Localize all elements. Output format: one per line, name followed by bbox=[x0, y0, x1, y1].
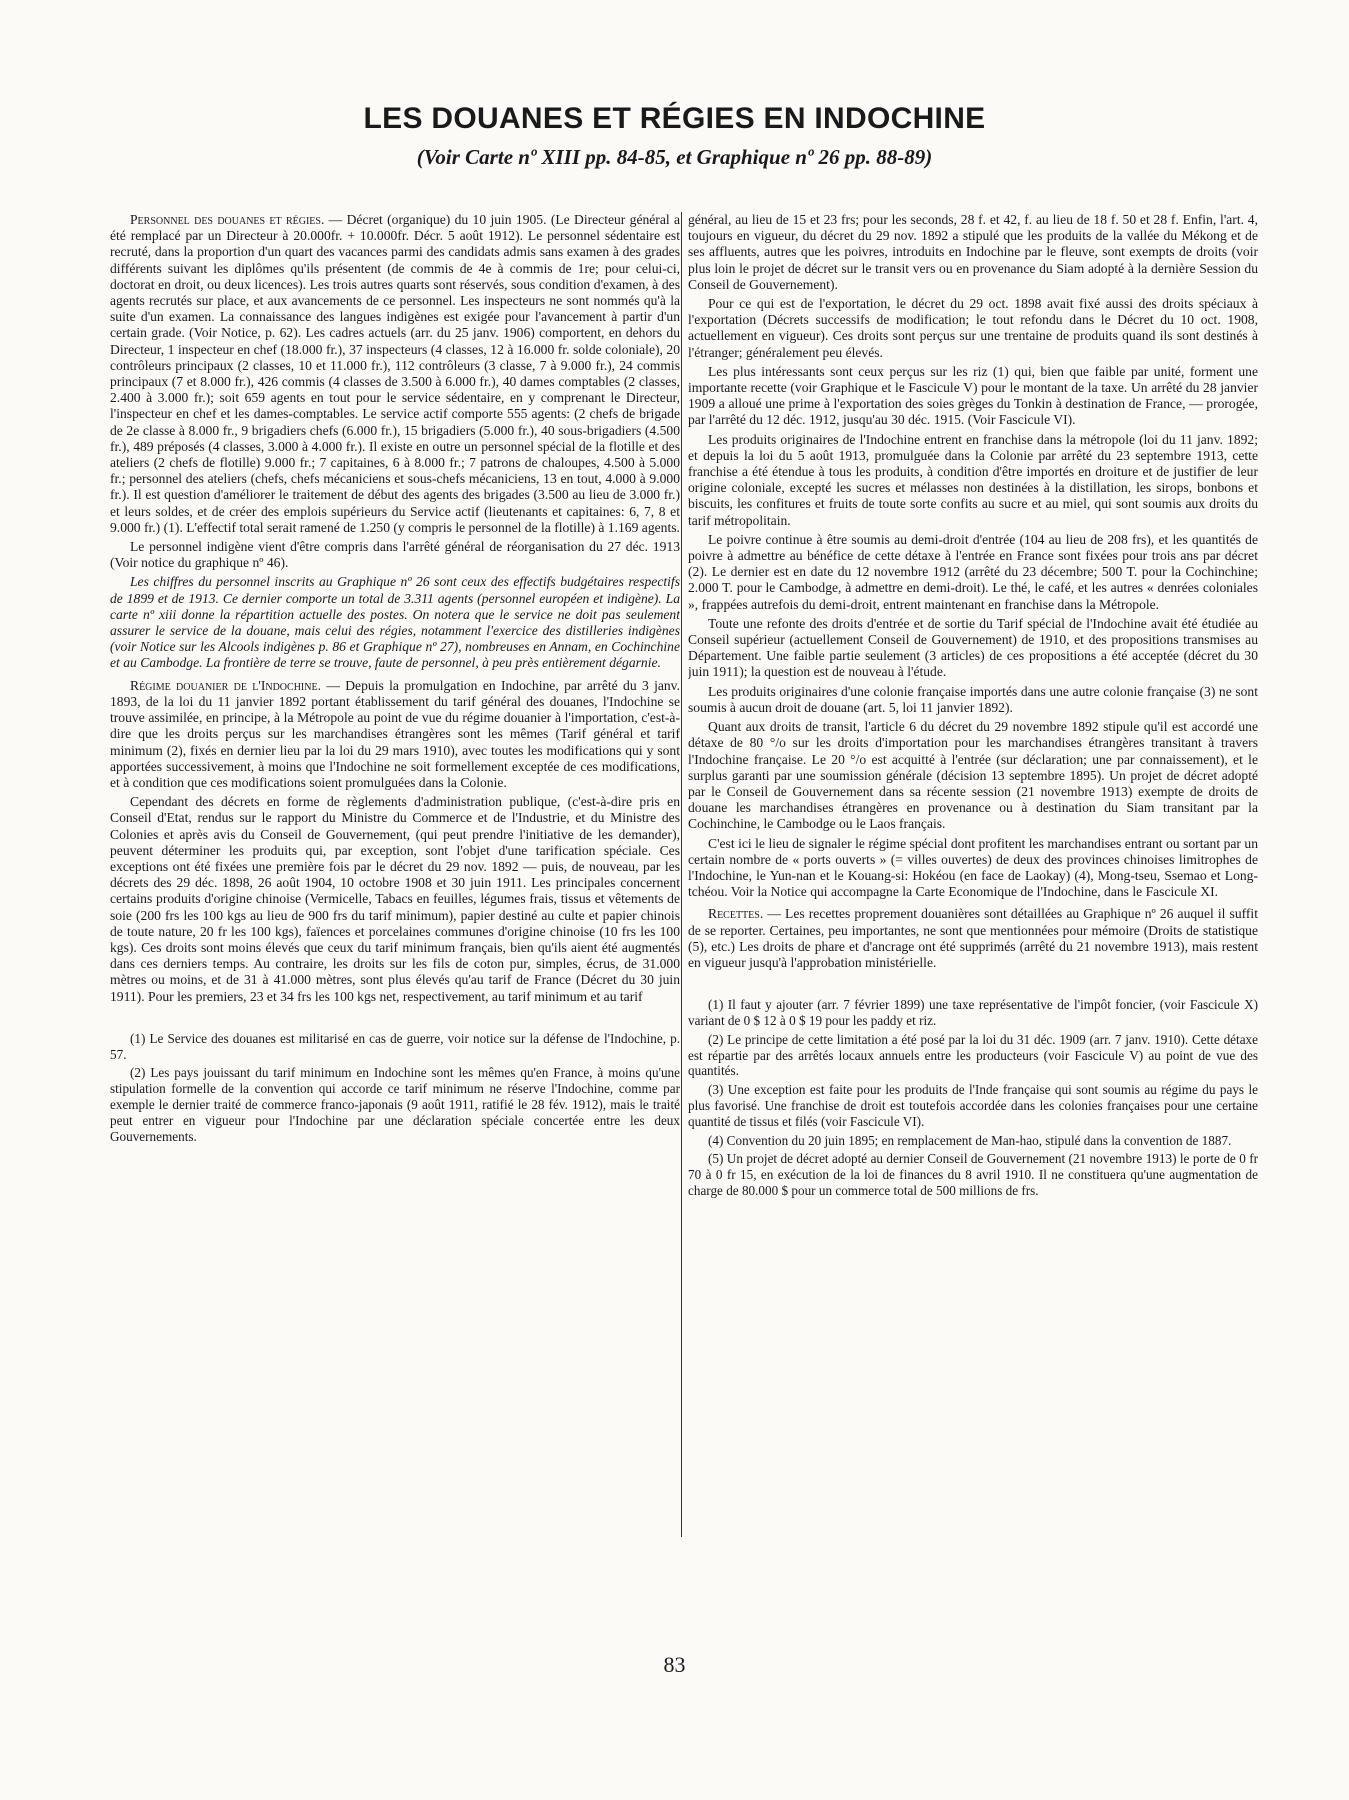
footnote-right-1: (1) Il faut y ajouter (arr. 7 février 1899) une taxe représentative de l'impôt foncier, (voir Fascicule X) variant de 0 $ 12 à 0 $ 19 pour les paddy et riz. bbox=[688, 997, 1258, 1028]
poivre-paragraph: Le poivre continue à être soumis au demi-droit d'entrée (104 au lieu de 208 frs), et les quantités de poivre à admettre au bénéfice de cette détaxe à l'entrée en France sont fixées pour trois ans par décret (2). Le dernier est en date du 12 novembre 1912 (arrêté du 23 décembre; 500 T. pour la Cochinchine; 2.000 T. pour le Cambodge, à admettre en demi-droit). Le thé, le café, et les autres « denrées coloniales », frappées autrefois du demi-droit, entrent maintenant en franchise dans la Métropole. bbox=[688, 531, 1258, 612]
personnel-text: — Décret (organique) du 10 juin 1905. (Le Directeur général a été remplacé par un Directeur à 20.000fr. + 10.000fr. Décr. 5 août 1912). Le personnel sédentaire est recruté, dans la proportion d'un quart des vacances parmi des candidats admis sans examen à des grades différents suivant les diplômes qu'ils présentent (de commis de 4e à commis de 1re; pour celui-ci, doctorat en droit, ou deux licences). Les trois autres quarts sont réservés, sous condition d'examen, à des agents recrutés sur place, et aux avancements de ce personnel. Les inspecteurs ne sont nommés qu'à la suite d'un examen. La connaissance des langues indigènes est exigée pour l'avancement à partir d'un certain grade. (Voir Notice, p. 62). Les cadres actuels (arr. du 25 janv. 1906) comportent, en dehors du Directeur, 1 inspecteur en chef (18.000 fr.), 37 inspecteurs (4 classes, 12 à 16.000 fr. solde coloniale), 20 contrôleurs principaux (2 classes, 10 et 11.000 fr.), 112 contrôleurs (3 classe, 7 à 9.000 fr.), 24 commis principaux (7 et 8.000 fr.), 426 commis (4 classes de 3.500 à 6.000 fr.), 40 dames comptables (2 classes, 2.400 à 3.000 fr.); soit 659 agents en tout pour le service sédentaire, en y comprenant le Directeur, l'inspecteur en chef et les dames-comptables. Le service actif comporte 555 agents: (2 chefs de brigade de 2e classe à 8.000 fr., 9 brigadiers chefs (6.000 fr.), 15 brigadiers (5.000 fr.), 40 sous-brigadiers (4.500 fr.), 489 préposés (4 classes, 3.000 à 4.000 fr.). Il existe en outre un personnel spécial de la flotille et des ateliers (2 chefs de flotille) 9.000 fr.; 7 capitaines, 6 à 8.000 fr.; 7 patrons de chaloupes, 4.500 à 5.000 fr.; personnel des ateliers (chefs, chefs mécaniciens et sous-chefs mécaniciens, 13 en tout, 4.000 à 9.000 fr.). Il est question d'améliorer le traitement de début des agents des brigades (3.500 au lieu de 3.000 fr.) et leurs soldes, et de créer des emplois supérieurs du Service actif (lieutenants et capitaines: 6, 7, 8 et 9.000 fr.) (1). L'effectif total serait ramené de 1.250 (y compris le personnel de la flotille) à 1.169 agents. bbox=[110, 212, 680, 535]
transit-paragraph: Quant aux droits de transit, l'article 6 du décret du 29 novembre 1892 stipule qu'il est accordé une détaxe de 80 °/o sur les droits d'importation pour les marchandises étrangères transitant à travers l'Indochine française. Le 20 °/o est acquitté à l'entrée (sur déclaration; une par connaissement), et le surplus garanti par une soumission générale (décision 13 septembre 1895). Un projet de décret adopté par le Conseil de Gouvernement dans sa récente session (21 novembre 1913) exempte de droits de douane les marchandises étrangères en provenance ou à destination du Siam transitant par la Cochinchine, le Cambodge ou le Laos français. bbox=[688, 719, 1258, 832]
chiffres-paragraph: Les chiffres du personnel inscrits au Graphique nº 26 sont ceux des effectifs budgétaires respectifs de 1899 et de 1913. Ce dernier comporte un total de 3.311 agents (personnel européen et indigène). La carte nº xiii donne la répartition actuelle des postes. On notera que le service ne doit pas seulement assurer le service de la douane, mais celui des régies, notamment l'exercice des distilleries indigènes (voir Notice sur les Alcools indigènes p. 86 et Graphique nº 27), nombreuses en Annam, en Cochinchine et au Cambodge. La frontière de terre se trouve, faute de personnel, à peu près entièrement dégarnie. bbox=[110, 574, 680, 671]
footnote-right-5: (5) Un projet de décret adopté au dernier Conseil de Gouvernement (21 novembre 1913) le porte de 0 fr 70 à 0 fr 15, en exécution de la loi de finances du 8 avril 1910. Il ne constituera qu'une augmentation de charge de 80.000 $ pour un commerce total de 500 millions de frs. bbox=[688, 1151, 1258, 1198]
personnel-heading: Personnel des douanes et régies. bbox=[130, 212, 325, 227]
right-column bbox=[688, 212, 1258, 1532]
page-number: 83 bbox=[663, 1652, 686, 1677]
regime-heading: Régime douanier de l'Indochine. bbox=[130, 677, 321, 693]
personnel-indigene-paragraph: Le personnel indigène vient d'être compris dans l'arrêté général de réorganisation du 27 déc. 1913 (Voir notice du graphique nº 46). bbox=[110, 539, 680, 571]
franchise-paragraph: Les produits originaires de l'Indochine entrent en franchise dans la métropole (loi du 11 janv. 1892; et depuis la loi du 5 août 1913, promulguée dans la Colonie par arrêté du 23 septembre 1913, cette franchise a été étendue à tous les produits, à condition d'être importés en droiture et de justifier de leur origine coloniale, excepté les sucres et mélasses non destinées à la distillation, les sirops, bonbons et biscuits, les confitures et fruits de toute sorte confits au sucre et au miel, qui sont soumis aux droits du tarif métropolitain. bbox=[688, 431, 1258, 528]
continuation-paragraph: général, au lieu de 15 et 23 frs; pour les seconds, 28 f. et 42, f. au lieu de 18 f. 50 et 28 f. Enfin, l'art. 4, toujours en vigueur, du décret du 29 nov. 1892 a stipulé que les produits de la vallée du Mékong et de ses affluents, autres que les poivres, introduits en Indochine par le fleuve, sont exempts de droits (voir plus loin le projet de décret sur le transit vers ou en provenance du Siam adopté à la dernière Session du Conseil de Gouvernement). bbox=[688, 212, 1258, 292]
recettes-heading: Recettes. bbox=[708, 906, 764, 922]
recettes-paragraph bbox=[688, 906, 1258, 971]
left-column bbox=[110, 212, 680, 1532]
footnote-right-3: (3) Une exception est faite pour les produits de l'Inde française qui sont soumis au régime du pays le plus favorisé. Une franchise de droit est toutefois accordée dans les colonies françaises pour une certaine quantité de tissus et filés (voir Fascicule VI). bbox=[688, 1082, 1258, 1129]
footnote-right-2: (2) Le principe de cette limitation a été posé par la loi du 31 déc. 1909 (arr. 7 janv. 1910). Cette détaxe est répartie par des arrêtés locaux annuels entre les producteurs (voir Fascicule V) au point de vue des quantités. bbox=[688, 1031, 1258, 1079]
column-divider bbox=[681, 212, 682, 1537]
exportation-paragraph: Pour ce qui est de l'exportation, le décret du 29 oct. 1898 avait fixé aussi des droits spéciaux à l'exportation (Décrets successifs de modification; le tout refondu dans le Décret du 10 oct. 1908, actuellement en vigueur). Ces droits sont perçus sur une trentaine de produits quand ils sont destinés à l'étranger; généralement peu élevés. bbox=[688, 296, 1258, 360]
refonte-paragraph: Toute une refonte des droits d'entrée et de sortie du Tarif spécial de l'Indochine avait été étudiée au Conseil supérieur (actuellement Conseil de Gouvernement) de 1910, et des propositions transmises au Département. Une faible partie seulement (3 articles) de ces propositions a été acceptée (décret du 30 juin 1911); la question est de nouveau à l'étude. bbox=[688, 615, 1258, 680]
page-title: LES DOUANES ET RÉGIES EN INDOCHINE bbox=[363, 102, 986, 135]
recettes-text: — Les recettes proprement douanières sont détaillées au Graphique nº 26 auquel il suffit de se reporter. Certaines, peu importantes, ne sont que mentionnées pour mémoire (Droits de statistique (5), etc.) Les droits de phare et d'ancrage ont été supprimés (arrêté du 21 novembre 1913), mais restent en vigueur jusqu'à l'approbation ministérielle. bbox=[688, 906, 1258, 970]
footnote-left-2: (2) Les pays jouissant du tarif minimum en Indochine sont les mêmes qu'en France, à moins qu'une stipulation formelle de la convention qui accorde ce tarif minimum ne réserve l'Indochine, comme par exemple le dernier traité de commerce franco-japonais (9 août 1911, ratifié le 28 fév. 1912), mais le traité peut entrer en vigueur pour l'Indochine par une déclaration spéciale concertée entre les deux Gouvernements. bbox=[110, 1065, 680, 1144]
footnote-right-4: (4) Convention du 20 juin 1895; en remplacement de Man-hao, stipulé dans la convention de 1887. bbox=[708, 1132, 1232, 1148]
riz-paragraph: Les plus intéressants sont ceux perçus sur les riz (1) qui, bien que faible par unité, forment une importante recette (voir Graphique et le Fascicule V) pour le montant de la taxe. Un arrêté du 28 janvier 1909 a alloué une prime à l'exportation des soies grèges du Tonkin à destination de France, — prorogée, par l'arrêté du 12 déc. 1912, jusqu'au 30 déc. 1915. (Voir Fascicule VI). bbox=[688, 363, 1258, 428]
colonie-paragraph: Les produits originaires d'une colonie française importés dans une autre colonie française (3) ne sont soumis à aucun droit de douane (art. 5, loi 11 janvier 1892). bbox=[688, 683, 1258, 715]
page-subtitle: (Voir Carte nº XIII pp. 84-85, et Graphique nº 26 pp. 88-89) bbox=[416, 145, 933, 169]
ports-ouverts-paragraph: C'est ici le lieu de signaler le régime spécial dont profitent les marchandises entrant ou sortant par un certain nombre de « ports ouverts » (= villes ouvertes) de deux des provinces chinoises limitrophes de l'Indochine, le Yun-nan et le Kouang-si: Hokéou (en face de Laokay) (4), Mong-tseu, Ssemao et Long-tchéou. Voir la Notice qui accompagne la Carte Economique de l'Indochine, dans le Fascicule XI. bbox=[688, 835, 1258, 900]
footnote-left-1: (1) Le Service des douanes est militarisé en cas de guerre, voir notice sur la défense de l'Indochine, p. 57. bbox=[110, 1030, 680, 1062]
personnel-paragraph bbox=[110, 212, 680, 536]
regime-paragraph bbox=[110, 678, 680, 791]
regime-text: — Depuis la promulgation en Indochine, par arrêté du 3 janv. 1893, de la loi du 11 janvier 1892 portant établissement du tarif général des douanes, l'Indochine se trouve assimilée, en principe, à la Métropole au point de vue du régime douanier à l'importation, c'est-à-dire que les droits perçus sur les marchandises étrangères sont les mêmes (Tarif général et tarif minimum (2), fixés en dernier lieu par la loi du 29 mars 1910), avec toutes les modifications qui y sont apportées successivement, à moins que l'Indochine ne soit formellement exceptée de ces modifications, et à condition que ces modifications soient promulguées dans la Colonie. bbox=[110, 677, 680, 790]
cependant-paragraph: Cependant des décrets en forme de règlements d'administration publique, (c'est-à-dire pris en Conseil d'Etat, rendus sur le rapport du Ministre du Commerce et de l'Industrie, et du Ministre des Colonies et après avis du Conseil de Gouvernement, (qui peut prendre l'initiative de les demander), peuvent déterminer les produits qui, par exception, sont l'objet d'une tarification spéciale. Ces exceptions ont été fixées une première fois par le décret du 29 nov. 1892 — puis, de nouveau, par les décrets des 29 déc. 1898, 26 août 1904, 10 octobre 1908 et 30 juin 1911. Les principales concernent certains produits d'origine chinoise (Vermicelle, Tabacs en feuilles, légumes frais, tissus et vêtements de soie (200 frs les 100 kgs au lieu de 900 frs du tarif minimum), papier destiné au culte et papier chinois de toute nature, 20 fr les 100 kgs), faïences et porcelaines communes d'origine chinoise (10 frs les 100 kgs). Ces droits sont moins élevés que ceux du tarif minimum français, bien qu'ils aient été augmentés dans ces derniers temps. Au contraire, les droits sur les fils de coton pur, simples, écrus, de 31.000 mètres ou moins, et de 31 à 41.000 mètres, sont plus élevés qu'au tarif de France (Décret du 30 juin 1911). Pour les premiers, 23 et 34 frs les 100 kgs net, respectivement, au tarif minimum et au tarif bbox=[110, 794, 680, 1004]
